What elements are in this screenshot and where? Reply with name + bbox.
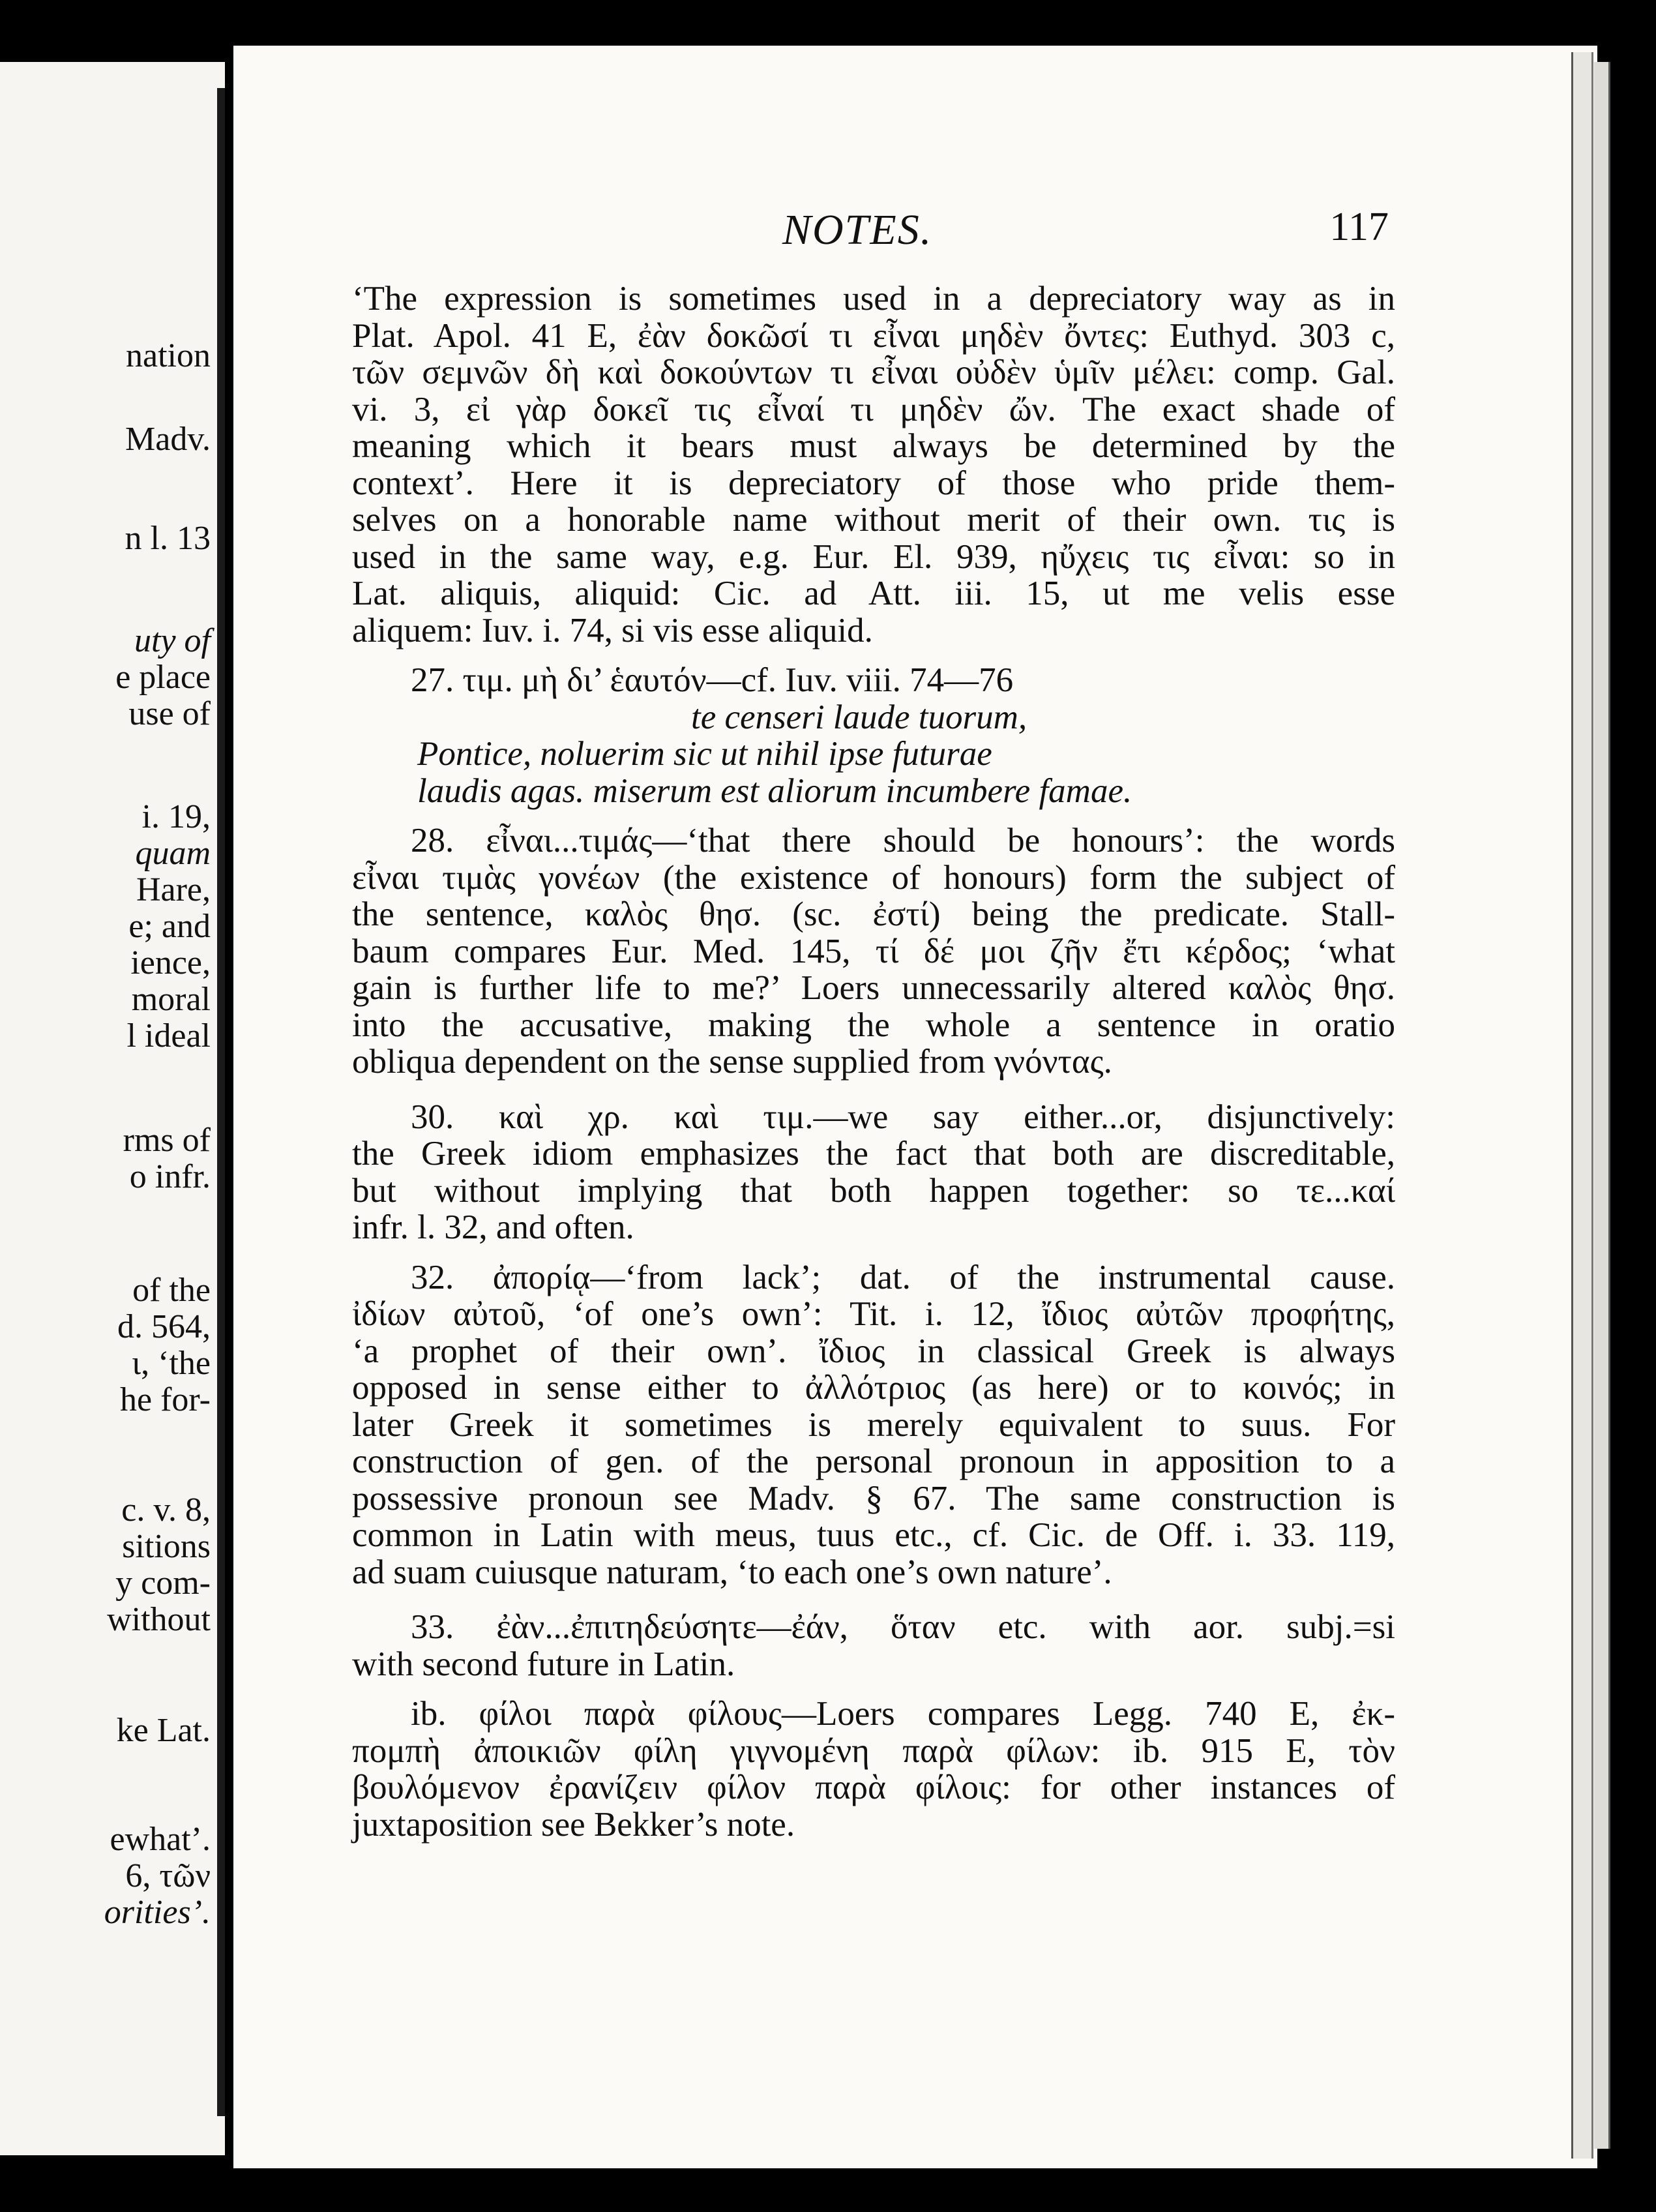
left-fragment: without	[107, 1601, 211, 1638]
text-line: Lat. aliquis, aliquid: Cic. ad Att. iii. 15, ut me velis esse	[352, 575, 1395, 612]
left-fragment: Madv.	[125, 421, 211, 458]
text-line: juxtaposition see Bekker’s note.	[352, 1805, 795, 1844]
text-line: common in Latin with meus, tuus etc., cf. Cic. de Off. i. 33. 119,	[352, 1516, 1395, 1554]
note-heading: 27. τιμ. μὴ δι’ ἑαυτόν—cf. Iuv. viii. 74—76	[411, 661, 1014, 699]
notes-text	[352, 280, 1395, 1843]
running-title: NOTES.	[782, 206, 933, 254]
left-fragment: d. 564,	[117, 1308, 211, 1345]
text-line: meaning which it bears must always be determined by the	[352, 427, 1395, 465]
left-fragment: Hare,	[136, 871, 211, 908]
text-line: τῶν σεμνῶν δὴ καὶ δοκούντων τι εἶναι οὐδὲν ὑμῖν μέλει: comp. Gal.	[352, 353, 1395, 391]
text-line: possessive pronoun see Madv. § 67. The same construction is	[352, 1479, 1395, 1517]
text-line: used in the same way, e.g. Eur. El. 939, ηὔχεις τις εἶναι: so in	[352, 537, 1395, 576]
text-line: opposed in sense either to ἀλλότριος (as here) or to κοινός; in	[352, 1369, 1395, 1407]
text-line: the sentence, καλὸς θησ. (sc. ἐστί) being the predicate. Stall-	[352, 895, 1395, 933]
left-fragment: orities’.	[104, 1894, 211, 1931]
page-number: 117	[1329, 205, 1389, 249]
note-heading: 33. ἐὰν...ἐπιτηδεύσητε—ἐάν, ὅταν etc. with aor. subj.=si	[411, 1608, 1395, 1646]
text-line: ‘The expression is sometimes used in a depreciatory way as in	[352, 280, 1395, 318]
text-line: baum compares Eur. Med. 145, τί δέ μοι ζῆν ἔτι κέρδος; ‘what	[352, 932, 1395, 970]
text-line: obliqua dependent on the sense supplied from γνόντας.	[352, 1043, 1112, 1081]
left-fragment: i. 19,	[141, 798, 211, 835]
text-line: gain is further life to me?’ Loers unnecessarily altered καλὸς θησ.	[352, 969, 1395, 1007]
text-line: ‘a prophet of their own’. ἴδιος in classical Greek is always	[352, 1332, 1395, 1370]
text-line: with second future in Latin.	[352, 1645, 735, 1683]
text-line: but without implying that both happen together: so τε...καί	[352, 1171, 1395, 1210]
left-fragment: ience,	[130, 944, 211, 981]
left-fragment: quam	[135, 835, 211, 872]
note-heading: 28. εἶναι...τιμάς—‘that there should be honours’: the words	[411, 822, 1395, 859]
note-heading: ib. φίλοι παρὰ φίλους—Loers compares Legg. 740 E, ἐκ-	[411, 1695, 1395, 1733]
text-line: the Greek idiom emphasizes the fact that both are discreditable,	[352, 1135, 1395, 1173]
text-line: selves on a honorable name without merit of their own. τις is	[352, 501, 1395, 539]
left-fragment: ke Lat.	[116, 1712, 211, 1749]
page-edge	[1594, 62, 1610, 2149]
page-edge	[1571, 52, 1593, 2159]
text-line: infr. l. 32, and often.	[352, 1208, 634, 1246]
left-page	[0, 62, 225, 2155]
text-line: ad suam cuiusque naturam, ‘to each one’s own nature’.	[352, 1553, 1112, 1591]
left-fragment: uty of	[134, 622, 211, 659]
text-line: πομπὴ ἀποικιῶν φίλη γιγνομένη παρὰ φίλων: ib. 915 E, τὸν	[352, 1731, 1395, 1770]
text-line: Plat. Apol. 41 E, ἐὰν δοκῶσί τι εἶναι μηδὲν ὄντες: Euthyd. 303 c,	[352, 316, 1395, 355]
verse-line: laudis agas. miserum est aliorum incumbere famae.	[417, 771, 1132, 810]
verse-line: te censeri laude tuorum,	[691, 698, 1028, 736]
left-fragment: he for-	[120, 1381, 211, 1418]
left-fragment: l ideal	[126, 1017, 211, 1054]
left-fragment: sitions	[122, 1528, 211, 1565]
text-line: into the accusative, making the whole a sentence in oratio	[352, 1006, 1395, 1044]
left-fragment: e; and	[128, 908, 211, 945]
text-line: context’. Here it is depreciatory of those who pride them-	[352, 464, 1395, 502]
text-line: εἶναι τιμὰς γονέων (the existence of honours) form the subject of	[352, 858, 1395, 897]
left-fragment: moral	[131, 981, 211, 1018]
gutter-rule	[217, 88, 225, 2116]
left-fragment: e place	[115, 659, 211, 696]
note-heading: 30. καὶ χρ. καὶ τιμ.—we say either...or, disjunctively:	[411, 1098, 1395, 1136]
text-line: vi. 3, εἰ γὰρ δοκεῖ τις εἶναί τι μηδὲν ὤν. The exact shade of	[352, 390, 1395, 428]
left-fragment: y com-	[115, 1564, 211, 1602]
left-fragment: n l. 13	[125, 520, 211, 557]
left-fragment: of the	[132, 1272, 211, 1309]
text-line: βουλόμενον ἐρανίζειν φίλον παρὰ φίλοις: for other instances of	[352, 1769, 1395, 1806]
left-fragment: ι, ‘the	[132, 1345, 211, 1382]
left-fragment: use of	[128, 695, 211, 732]
verse-line: Pontice, noluerim sic ut nihil ipse futurae	[417, 735, 992, 773]
left-fragment: 6, τῶν	[125, 1857, 211, 1894]
text-line: ἰδίων αὐτοῦ, ‘of one’s own’: Tit. i. 12, ἴδιος αὐτῶν προφήτης,	[352, 1295, 1395, 1333]
left-fragment: o infr.	[129, 1158, 211, 1195]
text-line: later Greek it sometimes is merely equivalent to suus. For	[352, 1405, 1395, 1444]
left-fragment: rms of	[123, 1122, 211, 1159]
text-line: construction of gen. of the personal pronoun in apposition to a	[352, 1442, 1395, 1480]
left-fragment: c. v. 8,	[121, 1491, 211, 1529]
note-heading: 32. ἀπορίᾳ—‘from lack’; dat. of the instrumental cause.	[411, 1258, 1395, 1296]
text-line: aliquem: Iuv. i. 74, si vis esse aliquid.	[352, 611, 873, 650]
running-header	[782, 205, 1389, 258]
left-fragment: nation	[126, 337, 211, 374]
left-fragment: ewhat’.	[110, 1821, 211, 1858]
